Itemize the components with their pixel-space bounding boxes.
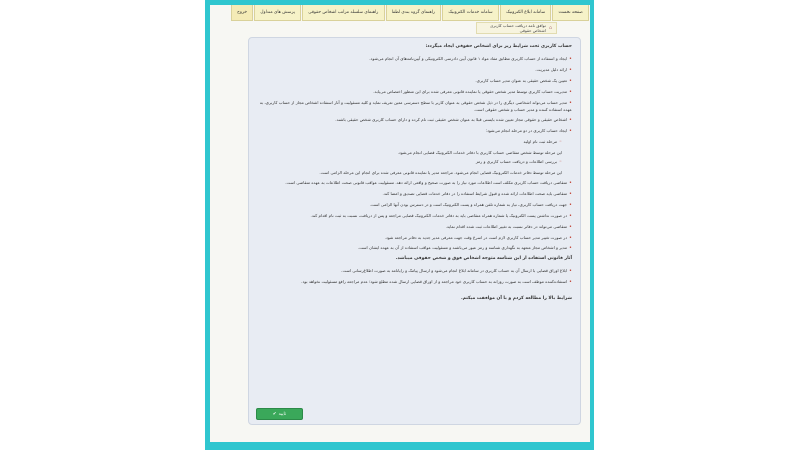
bullet-icon: •: [569, 223, 572, 230]
breadcrumb-label: توافق نامه دریافت حساب کاربری اشخاص حقوقی: [490, 23, 546, 33]
step-2-description: این مرحله توسط دفاتر خدمات الکترونیک قضایی انجام می‌شود. مراجعه مدیر یا نماینده قانونی معرفی شده برای انجام این مرحله الزامی است.: [319, 170, 562, 176]
bullet-icon: •: [569, 66, 572, 73]
tab-faq[interactable]: پرسش های متداول: [254, 5, 301, 21]
list-item: •ایجاد حساب کاربری در دو مرحله انجام می‌شود:: [485, 127, 572, 134]
bullet-icon: •: [569, 279, 572, 286]
bullet-icon: •: [569, 201, 572, 208]
accept-button-label: تایید: [278, 411, 287, 417]
list-item: •متقاضی دریافت حساب کاربری مکلف است اطلاعات مورد نیاز را به صورت صحیح و واقعی ارائه دهد. مسئولیت عواقب قانونی صحت اطلاعات به عهده متقاضی است.: [285, 179, 572, 186]
step-1-description: این مرحله توسط شخص متقاضی حساب کاربری با دفاتر خدمات الکترونیک قضایی انجام می‌شود.: [397, 149, 562, 155]
list-item: •اشخاص حقیقی و حقوقی مجاز تعیین شده بایستی قبلا به عنوان شخص حقیقی ثبت نام کرده و دارای حساب کاربری شخص حقیقی باشند.: [335, 117, 572, 123]
bullet-icon: •: [569, 234, 572, 241]
bullet-icon: •: [569, 77, 572, 84]
list-item: •جهت دریافت حساب کاربری، نیاز به شماره تلفن همراه و پست الکترونیک است و در دسترس بودن آنها الزامی است.: [369, 201, 572, 208]
list-item: •متقاضی باید صحت اطلاعات ارائه شده و قبول شرایط استفاده را در دفاتر خدمات قضایی تصدیق و امضا کند.: [382, 190, 572, 197]
accept-button[interactable]: [256, 408, 303, 420]
top-navigation: [231, 5, 589, 21]
list-item: •مدیر حساب می‌تواند اشخاصی دیگری را در ذیل شخص حقوقی به عنوان کاربر با سطح دسترسی معین تعریف نماید و کلیه مسئولیت و آثار استفاده اشخاص مجاز از حساب کاربری، به عهده استفاده کننده و مدیر حساب و شخص حقوقی است.: [259, 99, 572, 113]
bullet-icon: •: [569, 179, 572, 186]
tab-e-notice-system[interactable]: سامانه ابلاغ الکترونیک: [500, 5, 552, 21]
tab-home[interactable]: صفحه نخست: [552, 5, 589, 21]
bullet-icon: ◦: [559, 138, 562, 145]
agreement-panel: [248, 37, 581, 425]
bullet-icon: ◦: [559, 159, 562, 166]
terms-title: حساب کاربری تحت شرایط زیر برای اشخاص حقوقی ایجاد میگردد:: [425, 44, 572, 49]
agreement-statement: شرایط بالا را مطالعه کردم و با آن موافقت میکنم.: [460, 296, 572, 302]
bullet-icon: •: [569, 99, 572, 106]
terms-content: [256, 44, 572, 306]
list-item: •مدیر و اشخاص مجاز متعهد به نگهداری شناسه و رمز عبور می‌باشند و مسئولیت عواقب استفاده از آن به عهده ایشان است.: [357, 245, 572, 252]
list-item: •استفاده‌کننده موظف است به صورت روزانه به حساب کاربری خود مراجعه و از اوراق قضایی ارسال شده مطلع شود؛ عدم مراجعه رافع مسئولیت نخواهد بود.: [301, 279, 572, 286]
legal-title: آثار قانونی استفاده از این شناسه متوجه اشخاص فوق و شخص حقوقی میباشد.: [395, 256, 572, 262]
check-icon: ✔: [272, 411, 277, 417]
step-2-title: ◦بررسی اطلاعات و دریافت حساب کاربری و رمز: [475, 159, 562, 166]
list-item: •ابلاغ اوراق قضایی با ارسال آن به حساب کاربری در سامانه ابلاغ انجام می‌شود و ارسال پیامک و رایانامه به صورت اطلاع‌رسانی است.: [341, 268, 572, 275]
tab-logout[interactable]: خروج: [231, 5, 253, 21]
list-item: •متقاضی می‌تواند در دفاتر نسبت به تغییر اطلاعات ثبت شده اقدام نماید.: [445, 223, 572, 230]
list-item: •تعیین یک شخص حقیقی به عنوان مدیر حساب کاربری.: [475, 77, 572, 84]
bullet-icon: •: [569, 88, 572, 95]
list-item: •ایجاد و استفاده از حساب کاربری مطابق مفاد مواد ۱ قانون آیین دادرسی الکترونیکی و آیین‌نامه‌های آن انجام می‌شود.: [369, 55, 572, 62]
tab-grouping-guide[interactable]: راهنمای گروه بندی لطفا: [386, 5, 442, 21]
tab-legal-hierarchy-guide[interactable]: راهنمای سلسله مراتب اشخاص حقوقی: [302, 5, 384, 21]
bullet-icon: •: [569, 127, 572, 134]
list-item: •مدیریت حساب کاربری توسط مدیر شخص حقوقی یا نماینده قانونی معرفی شده برای این منظور اختصاص می‌یابد.: [373, 88, 572, 95]
bullet-icon: •: [569, 268, 572, 275]
bullet-icon: •: [569, 117, 572, 123]
list-item: •در صورت نداشتن پست الکترونیک یا شماره همراه متقاضی باید به دفاتر خدمات الکترونیک قضایی مراجعه و پس از دریافت، نسبت به ثبت نام اقدام کند.: [310, 212, 572, 219]
list-item: •ارائه دلیل مدیریت.: [535, 66, 572, 73]
bullet-icon: •: [569, 190, 572, 197]
bullet-icon: •: [569, 212, 572, 219]
home-icon: ⌂: [548, 25, 552, 31]
step-1-title: ◦مرحله ثبت نام اولیه: [523, 138, 562, 145]
breadcrumb: [476, 22, 557, 34]
list-item: •در صورت تغییر مدیر حساب کاربری لازم است در اسرع وقت جهت معرفی مدیر جدید به دفاتر مراجعه شود.: [384, 234, 572, 241]
bullet-icon: •: [569, 245, 572, 252]
tab-e-services-system[interactable]: سامانه خدمات الکترونیک: [442, 5, 499, 21]
bullet-icon: •: [569, 55, 572, 62]
